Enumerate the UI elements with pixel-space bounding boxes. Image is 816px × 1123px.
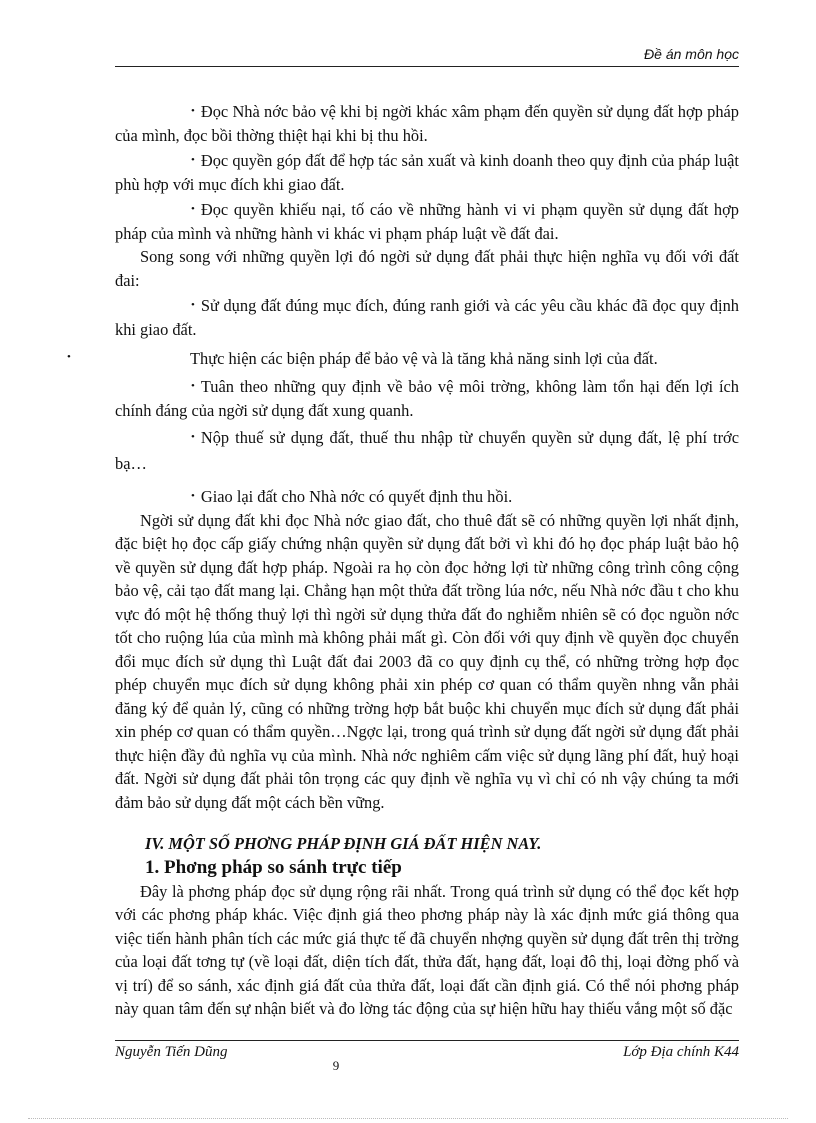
bullet-item [115, 149, 739, 196]
bullet-icon: • [191, 490, 195, 502]
bullet-text: Đọc Nhà nớc bảo vệ khi bị ngời khác xâm phạm đến quyền sử dụng đất hợp pháp của mình, đọc bồi thờng thiệt hại khi bị thu hồi. [115, 102, 739, 145]
bullet-item [115, 294, 739, 341]
bullet-text: Nộp thuế sử dụng đất, thuế thu nhập từ chuyển quyền sử dụng đất, lệ phí trớc bạ… [115, 428, 739, 473]
bullet-text: Tuân theo những quy định về bảo vệ môi trờng, không làm tổn hại đến lợi ích chính đáng của ngời sử dụng đất xung quanh. [115, 377, 739, 420]
bullet-icon: • [67, 351, 71, 363]
footer-class: Lớp Địa chính K44 [623, 1044, 739, 1060]
page-header [115, 44, 739, 67]
bullet-text: Đọc quyền góp đất để hợp tác sản xuất và kinh doanh theo quy định của pháp luật phù hợp với mục đích khi giao đất. [115, 151, 739, 194]
bullet-text: Sử dụng đất đúng mục đích, đúng ranh giới và các yêu cầu khác đã đọc quy định khi giao đất. [115, 296, 739, 339]
bullet-text: Giao lại đất cho Nhà nớc có quyết định thu hồi. [200, 487, 513, 506]
bullet-item [115, 424, 739, 477]
bullet-item [115, 375, 739, 422]
bullet-icon: • [191, 203, 195, 215]
header-title: Đề án môn học [644, 46, 739, 62]
paragraph-rights-obligations: Ngời sử dụng đất khi đọc Nhà nớc giao đất, cho thuê đất sẽ có những quyền lợi nhất định, đặc biệt họ đọc cấp giấy chứng nhận quyền sử dụng đất bởi vì khi đó họ đọc pháp luật bảo hộ về quyền sử dụng đất hợp pháp. Ngoài ra họ còn đọc hởng lợi từ những công trình công cộng bảo vệ, cải tạo đất mang lại. Chẳng hạn một thửa đất trồng lúa nớc, nếu Nhà nớc đầu t cho khu vực đó một hệ thống thuỷ lợi thì ngời sử dụng thửa đất đo nghiễm nhiên sẽ có đọc nguồn nớc tốt cho ruộng lúa của mình mà không phải mất gì. Còn đối với quy định về quyền đọc chuyển đổi mục đích sử dụng thì Luật đất đai 2003 đã co quy định cụ thể, có những trờng hợp đọc phép chuyển mục đích sử dụng không phải xin phép cơ quan có thẩm quyền nhng vẫn phải đăng ký để quản lý, cũng có những trờng hợp bắt buộc khi chuyển mục đích sử dụng đất phải xin phép cơ quan có thẩm quyền…Ngợc lại, trong quá trình sử dụng đất ngời sử dụng đất phải thực hiện đầy đủ nghĩa vụ của mình. Nhà nớc nghiêm cấm việc sử dụng lãng phí đất, huỷ hoại đất. Ngời sử dụng đất phải tôn trọng các quy định về nghĩa vụ vì chỉ có nh vậy chúng ta mới đảm bảo sử dụng đất một cách bền vững. [115, 510, 739, 812]
bullet-text: Thực hiện các biện pháp để bảo vệ và là tăng khả năng sinh lợi của đất. [190, 349, 658, 368]
subsection-heading: 1. Phơng pháp so sánh trực tiếp [145, 856, 402, 878]
bullet-item [115, 100, 739, 147]
paragraph-obligations-intro: Song song với những quyền lợi đó ngời sử dụng đất phải thực hiện nghĩa vụ đối với đất đai: [115, 247, 739, 290]
bullet-icon: • [191, 105, 195, 117]
bullet-item-offset [67, 347, 739, 371]
bullet-icon: • [191, 299, 195, 311]
paragraph-comparison-method: Đây là phơng pháp đọc sử dụng rộng rãi nhất. Trong quá trình sử dụng có thể đọc kết hợp với các phơng pháp khác. Việc định giá theo phơng pháp này là xác định mức giá thông qua việc tiến hành phân tích các mức giá thực tế đã chuyển nhợng quyền sử dụng đất trên thị trờng của loại đất tơng tự (về loại đất, diện tích đất, thửa đất, hạng đất, loại đô thị, loại đờng phố và vị trí) để so sánh, xác định giá đất của thửa đất, loại đất cần định giá. Có thể nói phơng pháp này quan tâm đến sự nhận biết và đo lờng tác động của sự hiện hữu hay thiếu vắng một số đặc [115, 881, 739, 1018]
bullet-icon: • [191, 154, 195, 166]
bullet-text: Đọc quyền khiếu nại, tố cáo về những hành vi vi phạm quyền sử dụng đất hợp pháp của mình và những hành vi khác vi phạm pháp luật về đất đai. [115, 200, 739, 243]
page-footer [115, 1040, 739, 1060]
page-bottom-divider [28, 1118, 788, 1119]
bullet-icon: • [191, 431, 195, 443]
bullet-item [115, 485, 739, 509]
page-number: 9 [332, 1058, 340, 1073]
footer-author: Nguyễn Tiến Dũng [115, 1044, 228, 1060]
bullet-icon: • [191, 380, 195, 392]
document-body [67, 98, 739, 1021]
section-heading: IV. MỘT SỐ PHƠNG PHÁP ĐỊNH GIÁ ĐẤT HIỆN NAY. [145, 834, 542, 853]
bullet-item [115, 198, 739, 245]
